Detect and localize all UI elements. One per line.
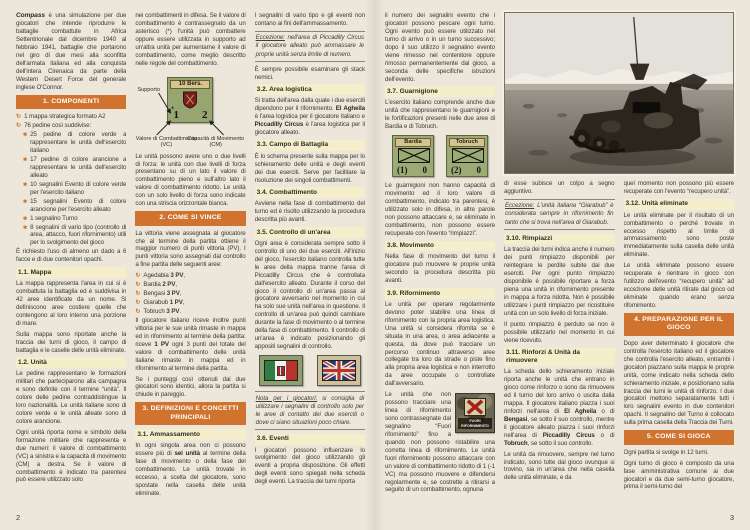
paragraph: Le unità per operare regolarmente devono poter stabilire una linea di rifornimento con la propria area logistica. Una unità si considera rifornita se è situata in una area, o area adiacente a questa, da dove può tracciare un percorso continuo attraverso aree collegate tra loro da strade o piste fino alla propria area logistica e non interrotto da aree occupate o controllate dall'avversario. (385, 300, 495, 388)
paragraph: Le guarnigioni non hanno capacità di movimento ed il loro valore di combattimento, indicato tra parentesi, è utilizzato solo in difesa, in altre parole non possono attaccare e, se eliminate in combattimento, non possono essere recuperate con l'evento “rimpiazzi”. (385, 181, 495, 237)
paragraph: quel momento non possono più essere recuperate con l'evento “recupero unità”. (623, 180, 734, 195)
subsection-header: 3.6. Eventi (255, 434, 365, 445)
paragraph: Le pedine rappresentano le formazioni militari che parteciparono alla campagna e sono definite con il termine “unità”. Il colore delle pedine contraddistingue la loro nazionalità. Le unità italiane sono di colore verde e le unità alleate sono di colore arancione. (16, 370, 127, 425)
right-column-2 (504, 180, 615, 514)
out-of-supply-line2: RIFORNIMENTO (461, 423, 489, 428)
garrison-combat-value: (2) (451, 164, 462, 175)
subsection-header: 3.5. Controllo di un'area (255, 227, 365, 238)
paragraph: La vittoria viene assegnata al giocatore che al termine della partita ottiene il maggior numero di punti vittoria (PV). I punti vittoria sono assegnati dal controllo a fine partita delle seguenti aree: (135, 229, 246, 269)
sub-bullet-item (16, 181, 126, 197)
section-header: 2. COME SI VINCE (135, 211, 245, 225)
paragraph: La scheda dello schieramento iniziale riporta anche le unità che entrano in gioco come rinforzo o sono da rimuovere ed il turno del loro arrivo o uscita dalla mappa. Il giocatore italiano piazza i suoi rinforzi nell'area di El Agheila o di Bengasi, se sotto il suo controllo, mentre il giocatore alleato piazza i suoi rinforzi nell'area di Piccadilly Circus o di Tobruch, se sotto il suo controllo. (504, 368, 615, 447)
out-of-supply-counter (455, 393, 495, 433)
support-asterisk: * (171, 106, 174, 113)
paragraph: Si tratta dell'area dalla quale i due eserciti dipendono per il rifornimento. El Agheila è l'area logistica per il giocatore italiano e Piccadilly Circus è l'area logistica per il giocatore alleato. (254, 97, 365, 136)
bullet-text: 15 segnalini Evento di colore arancione per l'esercito alleato (30, 197, 127, 213)
garrison-movement-value: 0 (422, 164, 427, 175)
paragraph: Nella fase di movimento del turno il giocatore può muovere le proprie unità secondo la procedura descritta più avanti. (385, 253, 495, 285)
italian-flag-icon (264, 360, 298, 381)
support-label: Supporto (137, 86, 161, 93)
paragraph: Le unità eliminate per il risultato di un combattimento o perché trovate in eccesso rispetto al limite di ammassamento sono poste immediatamente sulla casella delle unità eliminate. (623, 211, 734, 259)
bullet-text: 8 segnalini di vario tipo (controllo di area, attacco, fuori rifornimento) utili per lo svolgimento del gioco (30, 223, 127, 247)
out-of-supply-line1: FUORI (469, 419, 481, 424)
sub-bullet-item (16, 198, 126, 214)
bullet-text: Tobruch 3 PV. (143, 308, 181, 316)
sub-bullet-item (16, 215, 126, 223)
paragraph: È lo schema presente sulla mappa per lo schieramento delle unità e degli eventi dei due eserciti. Serve per facilitare la risoluzione dei singoli combattimenti. (254, 152, 365, 184)
bullet-text: 17 pedine di colore arancione a rappresentare le unità dell'esercito alleato (30, 156, 127, 179)
bullet-text: Giarabub 1 PV, (143, 299, 185, 307)
paragraph: nei combattimenti in difesa. Se il valore di combattimento è contrassegnato da un asterisco (*) l'unità può combattere oppure essere utilizzata in supporto ad un'altra unità per aumentarne il valore di combattimento, come meglio descritto nelle regole del combattimento. (135, 12, 246, 67)
paragraph: Dopo aver determinato il giocatore che controlla l'esercito italiano ed il giocatore che controlla l'esercito alleato, entrambi i giocatori piazzano sulla mappa le proprie unità, come indicato nella scheda dello schieramento iniziale, e posizionano sulla traccia dei turni le unità di rinforzo. I due giocatori mettono separatamente tutti i loro segnalini evento in due contenitori opachi. Il segnalino del Turno è collocato sulla prima casella della Traccia dei Turni. (623, 339, 734, 427)
union-jack-icon (322, 360, 356, 381)
subsection-header: 3.12. Unità eliminate (624, 199, 735, 210)
garrison-movement-value: 0 (476, 164, 481, 175)
intro-paragraph: Compass è una simulazione per due giocatori che intende riprodurre le battaglie combattute in Africa Settentrionale dal dicembre 1940 al febbraio 1941, battaglie che portarono nel giro di due mesi alla sconfitta dell'armata italiana ed alla conquista dell'intera Cirenaica da parte della Western Desert Force del generale inglese O'Connor. (16, 12, 127, 91)
out-of-supply-label (458, 418, 492, 429)
paragraph: Le unità possono avere uno o due livelli di forza: le unità con due livelli di forza presentano su di un lato il valore di combattimento pieno e sull'altro lato il valore di combattimento ridotto. Le unità con un solo livello di forza sono indicate con una striscia orizzontale bianca. (135, 152, 246, 208)
bullet-text: 76 pedine così suddivise: (24, 122, 92, 130)
subsection-header: 3.2. Area logistica (255, 84, 365, 95)
paragraph: di esse subisce un colpo a segno aggiuntivo. (504, 180, 615, 195)
bullet-item (135, 308, 245, 316)
paragraph: È sempre possibile esaminare gli stack nemici. (254, 65, 365, 81)
red-x-icon (464, 398, 486, 416)
left-column-3 (255, 12, 365, 514)
paragraph: Le unità da rimuovere, sempre nel turno indicato, sono tolte dal gioco ovunque si trovino, sia in un'area che nella casella delle unità eliminate, e da (504, 450, 615, 482)
subsection-header: 3.9. Rifornimento (385, 288, 495, 299)
sub-bullet-item (16, 156, 126, 180)
garrison-combat-value: (1) (397, 164, 408, 175)
cycle-bullet-icon: ↻ (135, 281, 141, 289)
paragraph: I giocatori possono influenzare lo svolgimento del gioco utilizzando gli eventi a propria disposizione. Gli effetti degli eventi sono spiegati nella scheda degli eventi. La traccia dei turni riporta (254, 446, 365, 486)
sub-bullet-item (16, 131, 126, 155)
cycle-bullet-icon: ↻ (135, 299, 141, 307)
paragraph: I segnalini di vario tipo e gli eventi non contano ai fini dell'ammassamento. (254, 12, 365, 27)
unit-shield-icon (183, 91, 198, 114)
paragraph-with-counter: FUORI RIFORNIMENTO Le unità che non possono tracciare una linea di rifornimento sono contrassegnate dal segnalino “Fuori rifornimento” fino a quando non possono ristabilire una corretta linea di rifornimento. Le unità fuori rifornimento possono attaccare con un valore di combattimento ridotto di 1 (-1 VC) ma possono muovere e difendersi regolarmente e, se costrette a ritirarsi a seguito di un combattimento, ognuna (385, 391, 495, 494)
movement-value-label: Capacità di Movimento (CM) (187, 135, 245, 149)
bullet-text: Bardia 2 PV, (143, 281, 177, 289)
bullet-text: 1 segnalino Turno (30, 214, 78, 222)
sub-bullet-item (16, 224, 126, 248)
cycle-bullet-icon: ↻ (16, 113, 22, 121)
bullet-text: 10 segnalini Evento di colore verde per l'esercito italiano (30, 180, 127, 196)
paragraph: Ogni area è considerata sempre sotto il controllo di uno dei due eserciti. All'inizio del gioco, l'esercito italiano controlla tutte le aree della mappa tranne l'area di Piccadilly Circus che è controllata dall'esercito alleato. Durante il corso del gioco il controllo di un'area passa al giocatore avversario nel momento in cui ha solo sue unità nell'area in questione. Il controllo di un'area può quindi cambiare durante la fase di movimento o al termine della fase di combattimento. Il controllo di un'area è indicato posizionando gli appositi segnalini di controllo. (254, 239, 365, 351)
right-column-1 (385, 12, 495, 514)
cycle-bullet-icon: ↻ (135, 308, 141, 316)
asterisk-bullet-icon: ✱ (23, 132, 28, 139)
paragraph: Ogni turno di gioco è composto da una fase amministrativa comune ai due giocatori e da due semi-turno giocatore, prima il semi-turno del (623, 459, 734, 491)
right-columns (385, 12, 734, 514)
cycle-bullet-icon: ↻ (16, 122, 22, 130)
paragraph: Le unità eliminate possono essere recuperate e rientrare in gioco con l'utilizzo dell'evento “recupero unità” ad eccezione delle unità ritirate dal gioco od eliminate quando erano senza rifornimento. (623, 262, 734, 309)
left-column-2 (135, 12, 245, 514)
allied-control-counter (317, 355, 361, 386)
paragraph: L'esercito italiano comprende anche due unità che rappresentano le guarnigioni e le fortificazioni presenti nelle due aree di Bardia e di Tobruch. (385, 99, 495, 131)
control-markers (255, 355, 365, 386)
section-header: 3. DEFINIZIONI E CONCETTI PRINCIPALI (135, 402, 245, 425)
page-number-left: 2 (16, 513, 21, 522)
subsection-header: 1.2. Unità (16, 357, 126, 368)
right-photo-and-columns (504, 12, 734, 514)
garrison-name-band: Bardia (395, 138, 431, 147)
garrison-counter-tobruch (446, 135, 488, 177)
paragraph: La traccia dei turni indica anche il numero dei punti rimpiazzo disponibili per reintegrare le perdite subite dai due eserciti. Per ogni punto rimpiazzo disponibile è possibile riportare a forza piena una unità in rifornimento presente in mappa a forza ridotta. Non è possibile utilizzare i punti rimpiazzo per ricostituire unità con un solo livello di forza iniziale. (504, 246, 615, 317)
bullet-item (135, 281, 245, 289)
subsection-header: 3.7. Guarnigione (385, 86, 495, 97)
left-columns (16, 12, 365, 514)
garrison-counter-bardia (392, 135, 434, 177)
subsection-header: 1.1. Mappa (16, 267, 126, 278)
section-header: 1. COMPONENTI (16, 95, 126, 109)
right-lower-columns (504, 180, 734, 514)
section-header: 4. PREPARAZIONE PER IL GIOCO (624, 313, 735, 336)
garrison-name-band: Tobruch (449, 138, 485, 147)
bullet-text: 1 mappa strategica formato A2 (24, 113, 106, 121)
bullet-item (135, 299, 245, 307)
paragraph: In ogni singola area non ci possono essere più di sei unità al termine della fase di movimento o della fase del combattimento. Le unità trovate in eccesso, a scelta del giocatore, sono spostate nella casella delle unità eliminate. (135, 442, 246, 497)
exception-note: Eccezione: L'unità italiana “Giarabub” è considerata sempre in rifornimento fin tanto che si trova nell'area di Giarabub. (504, 199, 615, 230)
unit-counter-diagram (135, 71, 245, 149)
subsection-header: 3.3. Campo di Battaglia (255, 140, 365, 151)
paragraph: Ogni partita si svolge in 12 turni. (623, 448, 709, 456)
subsection-header: 3.10. Rimpiazzi (504, 234, 615, 245)
asterisk-bullet-icon: ✱ (23, 215, 28, 222)
section-header: 5. COME SI GIOCA (624, 430, 735, 444)
players-note: Nota per i giocatori: si consiglia di utilizzare i segnalini di controllo solo per le aree di contatto dei due eserciti o dove ci siano situazioni poco chiare. (255, 391, 365, 430)
bullet-item (16, 122, 126, 130)
asterisk-bullet-icon: ✱ (23, 224, 28, 231)
page-number-right: 3 (729, 513, 734, 522)
subsection-header: 3.4. Combattimento (255, 187, 365, 198)
tank-photo-illustration (505, 13, 733, 173)
page-right (375, 0, 750, 530)
paragraph: Il punto rimpiazzo è perduto se non è possibile utilizzarlo nel momento in cui viene ricevuto. (504, 320, 615, 344)
asterisk-bullet-icon: ✱ (23, 181, 28, 188)
bullet-text: Agedabia 3 PV, (143, 272, 186, 280)
cycle-bullet-icon: ↻ (135, 290, 141, 298)
paragraph: Sulla mappa sono riportate anche la traccia dei turni di gioco, il campo di battaglia e le caselle delle unità eliminate. (16, 330, 127, 354)
bullet-item (135, 272, 245, 280)
left-column-1 (16, 12, 126, 514)
exception-note: Eccezione: nell'area di Piccadilly Circus il giocatore alleato può ammassare le proprie unità senza limite di numero. (255, 31, 365, 62)
bullet-item (16, 113, 126, 121)
paragraph: È richiesto l'uso di almeno un dado a 6 facce e di due contenitori opachi. (16, 248, 127, 264)
paragraph: La mappa rappresenta l'area in cui si è combattuta la battaglia ed è suddivisa in 42 aree identificate da un nome. Si definiscono aree costiere quelle che contengono al loro interno una porzione di mare. (16, 280, 127, 327)
combat-value-label: Valore di Combattimento (VC) (135, 135, 197, 149)
paragraph: Avviene nella fase di combattimento del turno ed è risolto utilizzando la procedura descritta più avanti. (254, 200, 365, 224)
asterisk-bullet-icon: ✱ (23, 198, 28, 205)
right-column-3 (624, 180, 735, 514)
garrison-counters (385, 135, 495, 177)
unit-counter-10bers (167, 77, 213, 123)
infantry-symbol-icon (398, 148, 430, 163)
italian-control-counter (259, 355, 303, 386)
paragraph: Il giocatore italiano riceve inoltre punti vittoria per le sue unità rimaste in mappa ed in rifornimento al termine della partita: riceve 1 PV ogni 3 punti del totale del valore di combattimento delle unità italiane rimaste in mappa ed in rifornimento al termine della partita. (135, 316, 246, 372)
subsection-header: 3.11. Rinforzi & Unità da rimuovere (504, 348, 615, 367)
paragraph: Ogni unità riporta nome e simbolo della formazione militare che rappresenta e due numeri: il valore di combattimento (VC) a sinistra e la capacità di movimento (CM) a destra. Se il valore di combattimento è indicato tra parentesi può essere utilizzato solo (16, 428, 127, 484)
combat-value: 1 (173, 108, 179, 121)
subsection-header: 3.8. Movimento (385, 241, 495, 252)
infantry-symbol-icon (452, 148, 484, 163)
bullet-text: Bengasi 3 PV, (143, 290, 182, 298)
unit-name-band: 10 Bers. (170, 80, 210, 90)
cycle-bullet-icon: ↻ (135, 272, 141, 280)
subsection-header: 3.1. Ammassamento (135, 429, 245, 440)
paragraph: il numero dei segnalini evento che i giocatori possono pescare ogni turno. Ogni evento può essere utilizzato nel turno di arrivo o in un turno successivo; dopo il suo utilizzo il segnalino evento viene rimesso nel contenitore oppure rimosso permanentemente dal gioco, a seconda delle specifiche istruzioni dell'evento. (385, 12, 495, 83)
movement-value: 2 (201, 108, 208, 121)
bullet-item (135, 290, 245, 298)
asterisk-bullet-icon: ✱ (23, 157, 28, 164)
bullet-text: 25 pedine di colore verde a rappresentare le unità dell'esercito italiano (30, 131, 127, 155)
photo-destroyed-tank-desert (504, 12, 734, 174)
paragraph: Se i punteggi così ottenuti dai due giocatori sono identici, allora la partita si chiude in pareggio. (135, 375, 246, 399)
